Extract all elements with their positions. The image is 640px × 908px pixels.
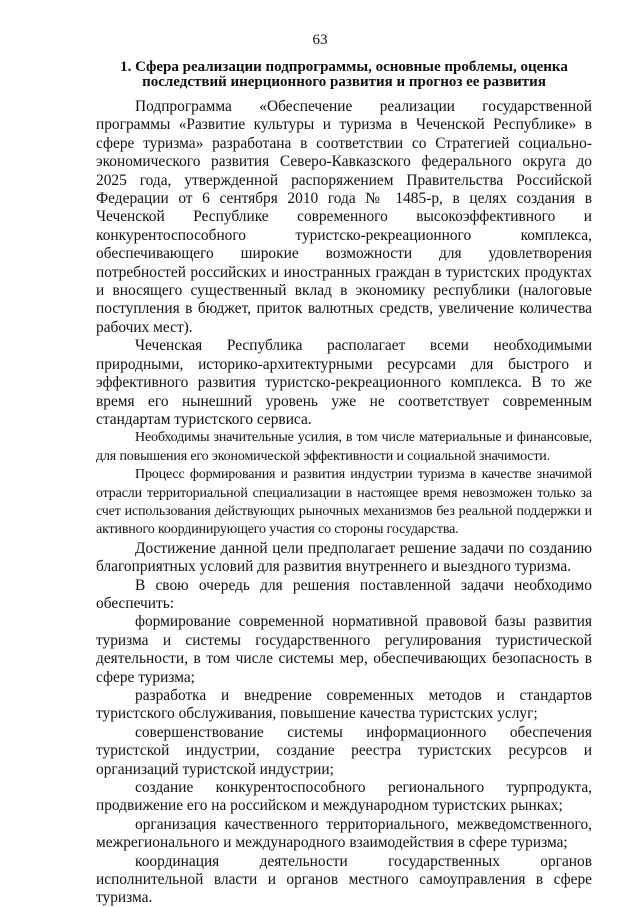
list-item-cooperation: организация качественного территориального, межведомственного, межрегионального и международного взаимодействия в сфере туризма;: [96, 815, 592, 852]
section-heading-line-2: последствий инерционного развития и прогноз ее развития: [142, 74, 546, 90]
paragraph-goal: Достижение данной цели предполагает решение задачи по созданию благоприятных условий для развития внутреннего и выездного туризма.: [96, 539, 592, 576]
list-item-standards: разработка и внедрение современных методов и стандартов туристского обслуживания, повышение качества туристских услуг;: [96, 687, 592, 723]
list-item-information-system: совершенствование системы информационного обеспечения туристской индустрии, создание реестра туристских ресурсов и организаций туристской индустрии;: [96, 723, 592, 778]
section-heading: [96, 60, 592, 90]
paragraph-resources: Чеченская Республика располагает всеми необходимыми природными, историко-архитектурными ресурсами для быстрого и эффективного развития туристско-рекреационного комплекса. В то же время его нынешний уровень уже не соответствует современным стандартам туристского сервиса.: [96, 337, 592, 428]
paragraph-industry-process: Процесс формирования и развития индустрии туризма в качестве значимой отрасли территориальной специализации в настоящее время невозможен только за счет использования действующих рыночных механизмов без реальной поддержки и активного координирующего участия со стороны государства.: [96, 467, 592, 538]
paragraph-subprogram-intro: Подпрограмма «Обеспечение реализации государственной программы «Развитие культуры и туризма в Чеченской Республике» в сфере туризма» разработана в соответствии со Стратегией социально-экономического развития Северо-Кавказского федерального округа до 2025 года, утвержденной распоряжением Правительства Российской Федерации от 6 сентября 2010 года № 1485-р, в целях создания в Чеченской Республике современного высокоэффективного и конкурентоспособного туристско-рекреационного комплекса, обеспечивающего широкие возможности для удовлетворения потребностей российских и иностранных граждан в туристских продуктах и вносящего существенный вклад в экономику республики (налоговые поступления в бюджет, приток валютных средств, увеличение количества рабочих мест).: [96, 98, 592, 336]
paragraph-efforts: Необходимы значительные усилия, в том числе материальные и финансовые, для повышения его экономической эффективности и социальной значимости.: [96, 430, 592, 464]
list-item-coordination: координация деятельности государственных органов исполнительной власти и органов местного самоуправления в сфере туризма.: [96, 852, 592, 907]
section-heading-line-1: 1. Сфера реализации подпрограммы, основные проблемы, оценка: [120, 59, 568, 75]
paragraph-task-list-intro: В свою очередь для решения поставленной задачи необходимо обеспечить:: [96, 576, 592, 612]
list-item-tourism-product: создание конкурентоспособного регионального турпродукта, продвижение его на российском и международном туристских рынках;: [96, 779, 592, 815]
list-item-legal-base: формирование современной нормативной правовой базы развития туризма и системы государственного регулирования туристической деятельности, в том числе системы мер, обеспечивающих безопасность в сфере туризма;: [96, 613, 592, 686]
page-number: 63: [312, 32, 328, 48]
body-text: [96, 98, 592, 908]
